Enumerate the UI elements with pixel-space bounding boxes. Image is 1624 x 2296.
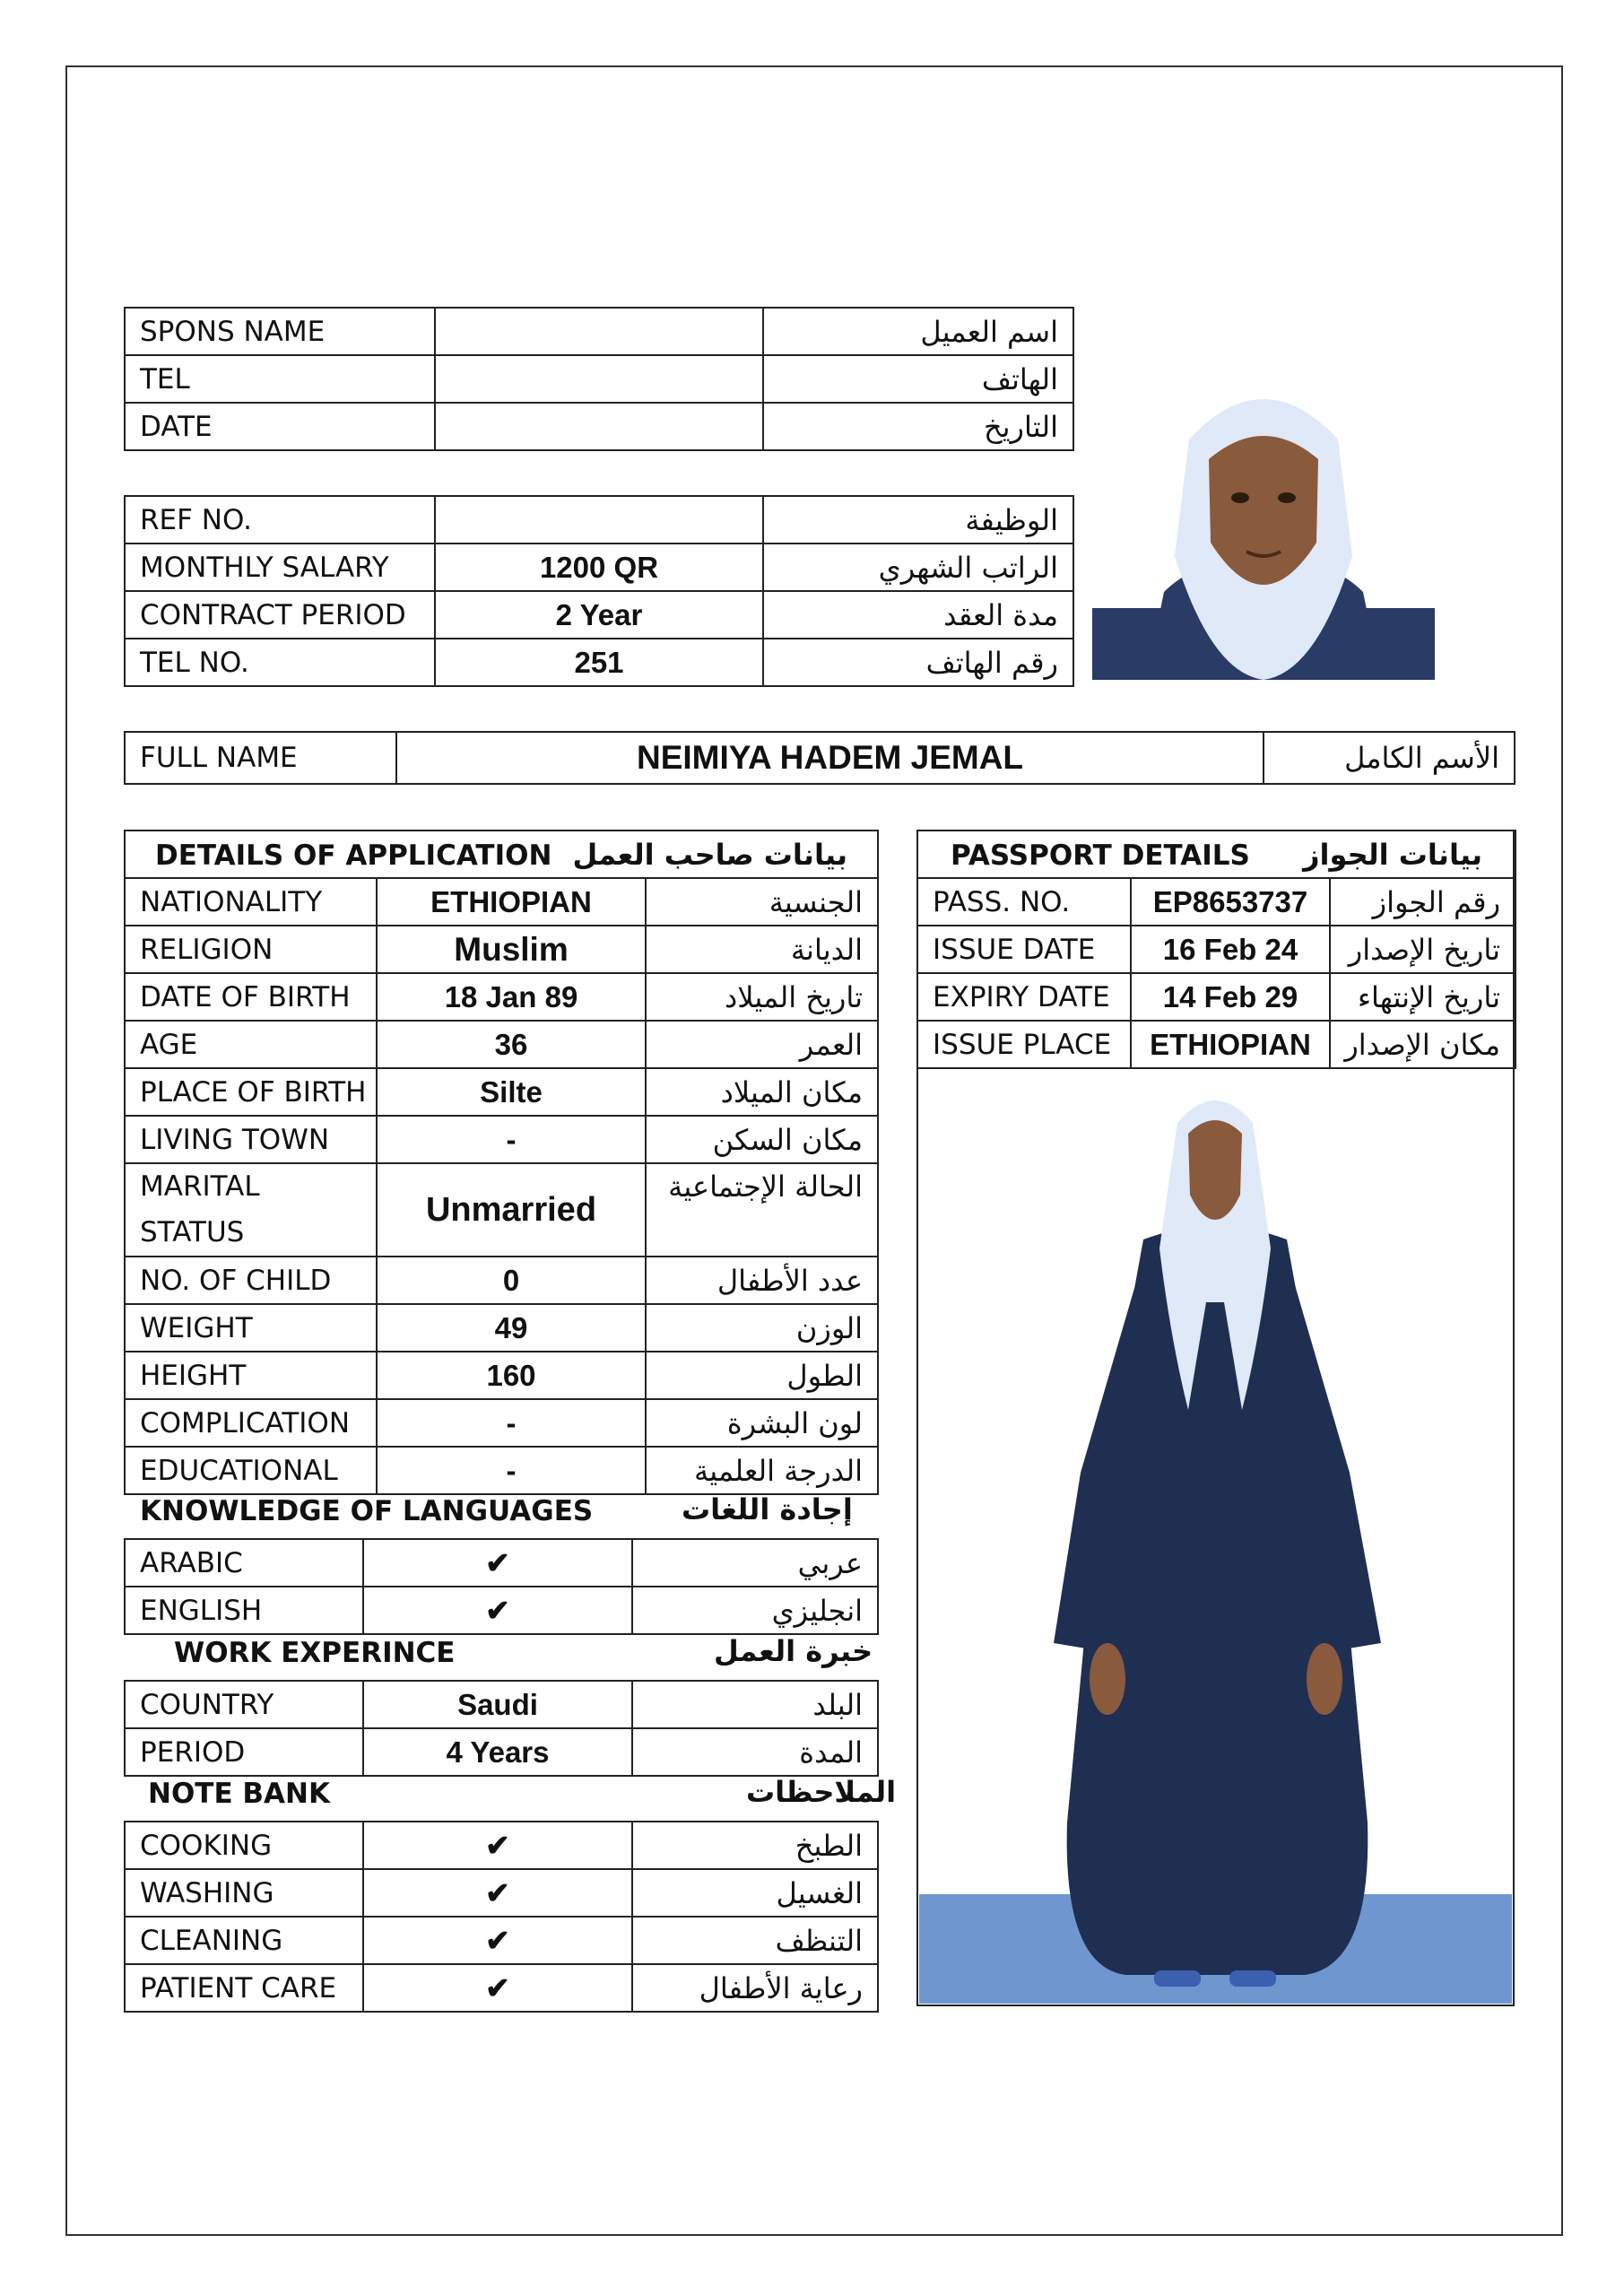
table-row — [125, 1917, 878, 1964]
cooking-check: ✔ — [363, 1822, 632, 1869]
sponsor-name-value — [435, 308, 763, 355]
experience-title: WORK EXPERINCE — [174, 1637, 456, 1669]
full-name-value: NEIMIYA HADEM JEMAL — [396, 732, 1264, 784]
table-row — [125, 544, 1073, 591]
marital-status-label — [125, 1163, 377, 1257]
contract-period-label: CONTRACT PERIOD — [125, 591, 435, 639]
period-label-ar: المدة — [632, 1728, 878, 1776]
table-row — [125, 926, 878, 973]
full-name-table — [124, 731, 1515, 785]
tel-no-label-ar: رقم الهاتف — [763, 639, 1073, 686]
educational-label-ar: الدرجة العلمية — [646, 1447, 878, 1494]
application-table — [124, 830, 879, 1495]
table-row — [125, 308, 1073, 355]
sponsor-date-value — [435, 403, 763, 450]
table-row — [125, 591, 1073, 639]
educational-label: EDUCATIONAL — [125, 1447, 377, 1494]
cleaning-label-ar: التنظف — [632, 1917, 878, 1964]
table-row — [125, 639, 1073, 686]
nationality-label: NATIONALITY — [125, 878, 377, 926]
table-row — [125, 1304, 878, 1352]
country-value: Saudi — [363, 1681, 632, 1728]
application-header — [125, 831, 878, 878]
dob-label: DATE OF BIRTH — [125, 973, 377, 1021]
salary-label-ar: الراتب الشهري — [763, 544, 1073, 591]
place-of-birth-label-ar: مكان الميلاد — [646, 1068, 878, 1116]
ref-no-value — [435, 496, 763, 544]
sponsor-name-label-ar: اسم العميل — [763, 308, 1073, 355]
english-label: ENGLISH — [125, 1587, 363, 1634]
marital-status-label-text: MARITAL STATUS — [140, 1170, 260, 1248]
sponsor-name-label: SPONS NAME — [125, 308, 435, 355]
washing-label-ar: الغسيل — [632, 1869, 878, 1917]
languages-title: KNOWLEDGE OF LANGUAGES — [140, 1495, 594, 1527]
religion-value: Muslim — [377, 926, 646, 973]
notes-title: NOTE BANK — [148, 1778, 330, 1810]
table-row — [125, 1728, 878, 1776]
patient-care-label-ar: رعاية الأطفال — [632, 1964, 878, 2012]
table-row — [125, 878, 878, 926]
complication-label: COMPLICATION — [125, 1399, 377, 1447]
application-title: DETAILS OF APPLICATION — [155, 839, 552, 872]
sponsor-tel-label-ar: الهاتف — [763, 355, 1073, 403]
age-label-ar: العمر — [646, 1021, 878, 1068]
table-row — [125, 1399, 878, 1447]
cleaning-check: ✔ — [363, 1917, 632, 1964]
period-value: 4 Years — [363, 1728, 632, 1776]
experience-table — [124, 1680, 879, 1777]
passport-header — [917, 831, 1515, 878]
issue-place-label: ISSUE PLACE — [917, 1021, 1131, 1068]
table-row — [917, 926, 1515, 973]
arabic-label-ar: عربي — [632, 1539, 878, 1587]
passport-title-ar: بيانات الجواز — [1303, 838, 1483, 872]
arabic-check: ✔ — [363, 1539, 632, 1587]
height-value: 160 — [377, 1352, 646, 1399]
educational-value: - — [377, 1447, 646, 1494]
religion-label-ar: الديانة — [646, 926, 878, 973]
table-row — [125, 355, 1073, 403]
table-row — [917, 831, 1515, 878]
contract-period-label-ar: مدة العقد — [763, 591, 1073, 639]
issue-place-label-ar: مكان الإصدار — [1330, 1021, 1515, 1068]
job-table — [124, 495, 1074, 687]
salary-label: MONTHLY SALARY — [125, 544, 435, 591]
table-row — [125, 496, 1073, 544]
expiry-date-value: 14 Feb 29 — [1131, 973, 1330, 1021]
table-row — [125, 1964, 878, 2012]
full-name-label: FULL NAME — [125, 732, 396, 784]
pass-no-label: PASS. NO. — [917, 878, 1131, 926]
table-row — [125, 1681, 878, 1728]
cooking-label: COOKING — [125, 1822, 363, 1869]
issue-date-value: 16 Feb 24 — [1131, 926, 1330, 973]
washing-label: WASHING — [125, 1869, 363, 1917]
dob-label-ar: تاريخ الميلاد — [646, 973, 878, 1021]
portrait-photo — [1092, 377, 1435, 680]
country-label-ar: البلد — [632, 1681, 878, 1728]
sponsor-table — [124, 307, 1074, 451]
weight-label: WEIGHT — [125, 1304, 377, 1352]
table-row — [125, 1352, 878, 1399]
weight-label-ar: الوزن — [646, 1304, 878, 1352]
table-row — [917, 878, 1515, 926]
sponsor-date-label-ar: التاريخ — [763, 403, 1073, 450]
issue-date-label-ar: تاريخ الإصدار — [1330, 926, 1515, 973]
table-row — [125, 1869, 878, 1917]
full-body-photo — [919, 1069, 1512, 2004]
age-label: AGE — [125, 1021, 377, 1068]
tel-no-label: TEL NO. — [125, 639, 435, 686]
period-label: PERIOD — [125, 1728, 363, 1776]
children-label: NO. OF CHILD — [125, 1257, 377, 1304]
living-town-label: LIVING TOWN — [125, 1116, 377, 1163]
table-row — [125, 1257, 878, 1304]
patient-care-label: PATIENT CARE — [125, 1964, 363, 2012]
expiry-date-label-ar: تاريخ الإنتهاء — [1330, 973, 1515, 1021]
washing-check: ✔ — [363, 1869, 632, 1917]
arabic-label: ARABIC — [125, 1539, 363, 1587]
notes-title-ar: الملاحظات — [746, 1775, 897, 1809]
english-label-ar: انجليزي — [632, 1587, 878, 1634]
salary-value: 1200 QR — [435, 544, 763, 591]
table-row — [125, 1587, 878, 1634]
english-check: ✔ — [363, 1587, 632, 1634]
ref-no-label: REF NO. — [125, 496, 435, 544]
cleaning-label: CLEANING — [125, 1917, 363, 1964]
living-town-value: - — [377, 1116, 646, 1163]
pass-no-value: EP8653737 — [1131, 878, 1330, 926]
experience-title-ar: خبرة العمل — [714, 1634, 873, 1668]
religion-label: RELIGION — [125, 926, 377, 973]
place-of-birth-value: Silte — [377, 1068, 646, 1116]
sponsor-date-label: DATE — [125, 403, 435, 450]
place-of-birth-label: PLACE OF BIRTH — [125, 1068, 377, 1116]
passport-table — [916, 830, 1516, 1069]
age-value: 36 — [377, 1021, 646, 1068]
sponsor-tel-label: TEL — [125, 355, 435, 403]
height-label: HEIGHT — [125, 1352, 377, 1399]
table-row — [917, 1021, 1515, 1068]
pass-no-label-ar: رقم الجواز — [1330, 878, 1515, 926]
complication-label-ar: لون البشرة — [646, 1399, 878, 1447]
table-row — [917, 973, 1515, 1021]
weight-value: 49 — [377, 1304, 646, 1352]
marital-status-value: Unmarried — [377, 1163, 646, 1257]
cooking-label-ar: الطبخ — [632, 1822, 878, 1869]
table-row — [125, 1116, 878, 1163]
table-row — [125, 403, 1073, 450]
issue-date-label: ISSUE DATE — [917, 926, 1131, 973]
table-row — [125, 1539, 878, 1587]
ref-no-label-ar: الوظيفة — [763, 496, 1073, 544]
patient-care-check: ✔ — [363, 1964, 632, 2012]
issue-place-value: ETHIOPIAN — [1131, 1021, 1330, 1068]
table-row — [125, 732, 1515, 784]
sponsor-tel-value — [435, 355, 763, 403]
height-label-ar: الطول — [646, 1352, 878, 1399]
children-value: 0 — [377, 1257, 646, 1304]
table-row — [125, 831, 878, 878]
table-row — [125, 973, 878, 1021]
nationality-label-ar: الجنسية — [646, 878, 878, 926]
languages-title-ar: إجادة اللغات — [682, 1492, 853, 1526]
languages-table — [124, 1538, 879, 1635]
passport-title: PASSPORT DETAILS — [951, 839, 1250, 872]
table-row — [125, 1021, 878, 1068]
application-title-ar: بيانات صاحب العمل — [572, 838, 848, 872]
dob-value: 18 Jan 89 — [377, 973, 646, 1021]
nationality-value: ETHIOPIAN — [377, 878, 646, 926]
children-label-ar: عدد الأطفال — [646, 1257, 878, 1304]
table-row — [125, 1447, 878, 1494]
contract-period-value: 2 Year — [435, 591, 763, 639]
full-name-label-ar: الأسم الكامل — [1264, 732, 1515, 784]
tel-no-value: 251 — [435, 639, 763, 686]
table-row — [125, 1068, 878, 1116]
marital-status-label-ar: الحالة الإجتماعية — [646, 1163, 878, 1257]
living-town-label-ar: مكان السكن — [646, 1116, 878, 1163]
notes-table — [124, 1821, 879, 2013]
expiry-date-label: EXPIRY DATE — [917, 973, 1131, 1021]
table-row — [125, 1163, 878, 1257]
complication-value: - — [377, 1399, 646, 1447]
table-row — [125, 1822, 878, 1869]
country-label: COUNTRY — [125, 1681, 363, 1728]
